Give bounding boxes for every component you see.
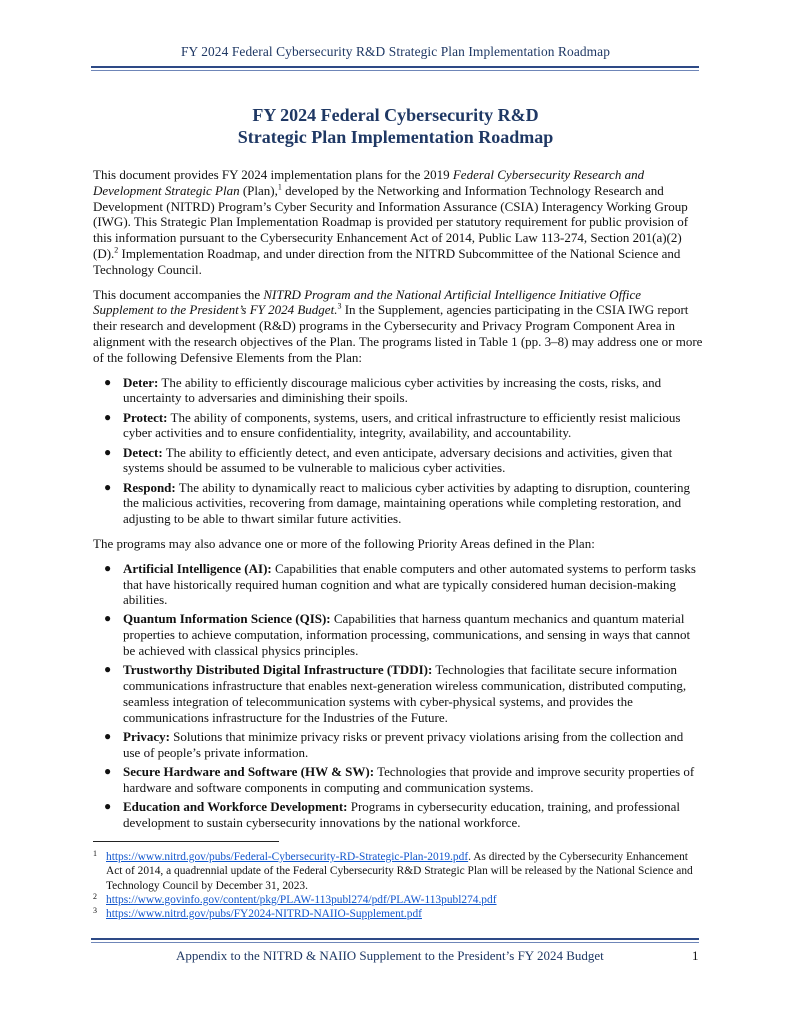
bullet-icon: ● <box>104 798 112 813</box>
footer-text: Appendix to the NITRD & NAIIO Supplement to the President’s FY 2024 Budget <box>176 948 604 963</box>
document-body <box>93 167 703 839</box>
footnote-ref-3[interactable]: 3 <box>337 302 342 312</box>
list-item: ● Respond: The ability to dynamically react to malicious cyber activities by adapting to disruption, countering the malicious activities, recovering from damage, maintaining operations while completing restoration, and adjusting to be able to thwart similar future activities. <box>104 479 690 527</box>
list-item: ● Detect: The ability to efficiently detect, and even anticipate, adversary decisions and activities, given that systems should be assumed to be vulnerable to malicious cyber activities. <box>104 444 673 476</box>
defensive-elements-list <box>93 375 703 527</box>
footnote-1: 1 https://www.nitrd.gov/pubs/Federal-Cybersecurity-RD-Strategic-Plan-2019.pdf. As directed by the Cybersecurity Enhancement Act of 2014, a quadrennial update of the Federal Cybersecurity R&D Strategic Plan will be released by the National Science and Technology Council by December 31, 2023. <box>93 849 693 892</box>
bullet-icon: ● <box>104 763 112 778</box>
list-item: ● Protect: The ability of components, systems, users, and critical infrastructure to efficiently resist malicious cyber activities and to ensure confidentiality, integrity, availability, and accountability. <box>104 409 681 441</box>
bullet-icon: ● <box>104 611 112 626</box>
header-rule-thick <box>91 66 699 68</box>
footnotes <box>93 841 701 921</box>
list-item: ● Education and Workforce Development: Programs in cybersecurity education, training, and professional development to sustain cybersecurity innovations by the national workforce. <box>104 798 680 830</box>
bullet-icon: ● <box>104 444 112 459</box>
header-rule-thin <box>91 70 699 71</box>
running-header: FY 2024 Federal Cybersecurity R&D Strategic Plan Implementation Roadmap <box>180 44 611 59</box>
priority-areas-list <box>93 561 703 831</box>
bullet-icon: ● <box>104 374 112 389</box>
title-line-2: Strategic Plan Implementation Roadmap <box>237 127 554 147</box>
bullet-icon: ● <box>104 560 112 575</box>
list-item: ● Artificial Intelligence (AI): Capabilities that enable computers and other automated systems to perform tasks that have historically required human cognition and what are typically considered human decision-making abilities. <box>104 560 696 608</box>
list-item: ● Trustworthy Distributed Digital Infrastructure (TDDI): Technologies that facilitate secure information communications infrastructure that enables next-generation wireless communication, distributed computing, seamless integration of telecommunication systems with cyber-physical systems, and provides the communications infrastructure for the Industries of the Future. <box>104 662 687 725</box>
list-item: ● Quantum Information Science (QIS): Capabilities that harness quantum mechanics and quantum material properties to achieve computation, information processing, communications, and sensing in ways that cannot be achieved with classical physics principles. <box>104 611 691 659</box>
list-item: ● Privacy: Solutions that minimize privacy risks or prevent privacy violations arising from the collection and use of people’s private information. <box>104 728 684 760</box>
footnote-3: 3 https://www.nitrd.gov/pubs/FY2024-NITRD-NAIIO-Supplement.pdf <box>93 906 422 921</box>
footnote-separator <box>93 841 279 842</box>
footnote-ref-1[interactable]: 1 <box>277 182 282 192</box>
footer-rule-thick <box>91 938 699 940</box>
bullet-icon: ● <box>104 479 112 494</box>
bullet-icon: ● <box>104 409 112 424</box>
footnote-1-link[interactable]: https://www.nitrd.gov/pubs/Federal-Cybersecurity-RD-Strategic-Plan-2019.pdf <box>106 851 469 863</box>
footnote-2-link[interactable]: https://www.govinfo.gov/content/pkg/PLAW-113publ274/pdf/PLAW-113publ274.pdf <box>106 893 497 906</box>
footnote-3-link[interactable]: https://www.nitrd.gov/pubs/FY2024-NITRD-NAIIO-Supplement.pdf <box>106 908 422 921</box>
intro-paragraph-2: This document accompanies the NITRD Program and the National Artificial Intelligence Initiative Office Supplement to the President’s FY 2024 Budget.$^3$ In the Supplement, agencies participating in the CSIA IWG report their research and development (R&D) programs in the Cybersecurity and Privacy Program Component Area in alignment with the research objectives of the Plan. The programs listed in Table 1 (pp. 3–8) may address one or more of the following Defensive Elements from the Plan: <box>93 286 703 365</box>
priority-intro: The programs may also advance one or more of the following Priority Areas defined in the Plan: <box>93 535 595 551</box>
title-line-1: FY 2024 Federal Cybersecurity R&D <box>252 105 539 125</box>
page-number: 1 <box>692 948 699 963</box>
footnote-ref-2[interactable]: 2 <box>114 245 119 255</box>
list-item: ● Secure Hardware and Software (HW & SW): Technologies that provide and improve security properties of hardware and software components in computing and communication systems. <box>104 763 695 795</box>
bullet-icon: ● <box>104 662 112 677</box>
footer-rule-thin <box>91 942 699 943</box>
document-title <box>0 104 791 148</box>
footnote-2: 2 https://www.govinfo.gov/content/pkg/PLAW-113publ274/pdf/PLAW-113publ274.pdf <box>93 891 497 906</box>
supplement-title-italic: NITRD Program and the National Artificial Intelligence Initiative Office Supplement to the President’s FY 2024 Budget. <box>93 286 642 318</box>
intro-paragraph-1: This document provides FY 2024 implementation plans for the 2019 Federal Cybersecurity Research and Development Strategic Plan (Plan),$^1$ developed by the Networking and Information Technology Research and Development (NITRD) Program’s Cyber Security and Information Assurance (CSIA) Interagency Working Group (IWG). This Strategic Plan Implementation Roadmap is provided per statutory requirement for public provision of this information pursuant to the Cybersecurity Enhancement Act of 2014, Public Law 113-274, Section 201(a)(2)(D).$^2$ Implementation Roadmap, and under direction from the NITRD Subcommittee of the National Science and Technology Council. <box>93 167 689 277</box>
list-item: ● Deter: The ability to efficiently discourage malicious cyber activities by increasing the costs, risks, and uncertainty to adversaries and diminishing their spoils. <box>104 374 662 406</box>
bullet-icon: ● <box>104 728 112 743</box>
plan-title-italic: Federal Cybersecurity Research and Development Strategic Plan <box>93 167 645 198</box>
